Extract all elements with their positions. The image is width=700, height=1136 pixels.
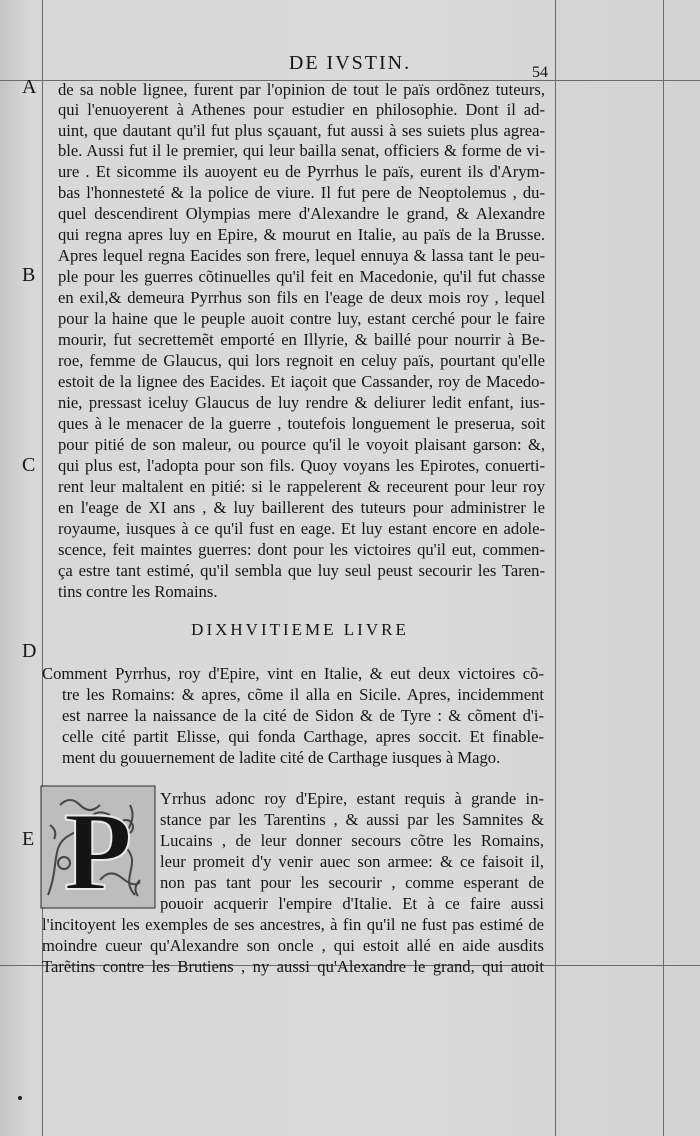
text-line: Tarẽtins contre les Brutiens , ny aussi qu'Alexandre le grand, qui auoit xyxy=(42,957,544,976)
text-line: en l'eage de XI ans , & luy baillerent des tuteurs pour administrer le xyxy=(58,498,545,517)
text-line: non pas tant pour les secourir , comme esperant de xyxy=(160,873,544,892)
margin-letter-a: A xyxy=(22,76,37,98)
text-line: pour pitié de son maleur, ou pource qu'il le voyoit plaisant garson: &, xyxy=(58,435,545,454)
margin-letter-e: E xyxy=(22,828,35,850)
text-line: mourir, fut secrettemẽt emporté en Illyrie, & baillé pour nourrir à Be- xyxy=(58,330,545,349)
summary-line: ment du gouuernement de ladite cité de Carthage iusques à Mago. xyxy=(62,748,501,767)
text-line: qui regna apres luy en Epire, & mourut en Italie, au païs de la Brusse. xyxy=(58,225,545,244)
text-line: rent leur maltalent en pitié: si le rappelerent & receurent pour leur roy xyxy=(58,477,545,496)
text-line: leur promeit d'y venir auec son armee: & ce faisoit il, xyxy=(160,852,544,871)
text-line: pouoir acquerir l'empire d'Italie. Et à ce faire aussi xyxy=(160,894,544,913)
summary-line: Comment Pyrrhus, roy d'Epire, vint en Italie, & eut deux victoires cõ- xyxy=(42,664,544,683)
running-head: DE IVSTIN. xyxy=(288,52,412,74)
text-line: Yrrhus adonc roy d'Epire, estant requis à grande in- xyxy=(160,789,544,808)
text-line: nie, pressast iceluy Glaucus de luy rendre & deliurer ledit enfant, ius- xyxy=(58,393,545,412)
text-line: Lucains , de leur donner secours cõtre les Romains, xyxy=(160,831,544,850)
text-line: moindre cueur qu'Alexandre son oncle , qui estoit allé en aide ausdits xyxy=(42,936,544,955)
text-line: pour la haine que le peuple auoit contre luy, estant cerché pour le faire xyxy=(58,309,545,328)
text-line: ça estre tant estimé, qu'il sembla que luy seul peust secourir les Taren- xyxy=(58,561,545,580)
drop-cap-letter: P xyxy=(63,790,133,909)
text-line: en exil,& demeura Pyrrhus son fils en l'eage de deux mois roy , lequel xyxy=(58,288,545,307)
ink-speck xyxy=(18,1096,22,1100)
text-line: royaume, iusques à ce qu'il fust en eage. Et luy estant encore en adole- xyxy=(58,519,545,538)
text-line: ques à le menacer de la guerre , toutefois longuement le preserua, soit xyxy=(58,414,545,433)
text-line: qui l'enuoyerent à Athenes pour estudier en philosophie. Dont il ad- xyxy=(58,100,545,119)
summary-line: tre les Romains: & apres, cõme il alla en Sicile. Apres, incidemment xyxy=(62,685,544,704)
text-line: quel descendirent Olympias mere d'Alexandre le grand, & Alexandre xyxy=(58,204,545,223)
text-line: roe, femme de Glaucus, qui lors regnoit en celuy païs, pourtant qu'elle xyxy=(58,351,545,370)
text-line: ple pour les guerres cõtinuelles qu'il feit en Macedonie, qu'il fut chasse xyxy=(58,267,545,286)
margin-letter-b: B xyxy=(22,264,36,286)
margin-letter-c: C xyxy=(22,454,36,476)
text-line: scence, feit maintes guerres: dont pour les victoires qu'il eut, commen- xyxy=(58,540,545,559)
margin-letter-d: D xyxy=(22,640,37,662)
summary-line: celle cité partit Elisse, qui fonda Carthage, apres soccit. Et finable- xyxy=(62,727,544,746)
text-line: uint, que dautant qu'il fut plus sçauant, fut aussi à ses suiets plus agrea- xyxy=(58,121,545,140)
text-line: estoit de la lignee des Eacides. Et iaçoit que Cassander, roy de Macedo- xyxy=(58,372,545,391)
text-line: ure . Et sicomme ils auoyent eu de Pyrrhus le païs, eurent ils d'Arym- xyxy=(58,162,545,181)
text-line: stance par les Tarentins , & aussi par les Samnites & xyxy=(160,810,544,829)
text-line: l'incitoyent les exemples de ses ancestres, à fin qu'il ne fust pas estimé de xyxy=(42,915,544,934)
text-line: qui plus est, l'adopta pour son fils. Quoy voyans les Epirotes, conuerti- xyxy=(58,456,545,475)
text-line: ble. Aussi fut il le premier, qui leur bailla senat, officiers & forme de vi- xyxy=(58,141,545,160)
text-line: bas l'honnesteté & la police de viure. Il fut pere de Neoptolemus , du- xyxy=(58,183,545,202)
text-line: de sa noble lignee, furent par l'opinion de tout le païs ordõnez tuteurs, xyxy=(58,80,545,99)
page-number: 54 xyxy=(532,64,548,81)
summary-line: est narree la naissance de la cité de Sidon & de Tyre : & cõment d'i- xyxy=(62,706,544,725)
decorated-initial-p xyxy=(40,785,156,909)
book-title: DIXHVITIEME LIVRE xyxy=(191,620,409,639)
text-line: Apres lequel regna Eacides son frere, lequel ennuya & lassa tant le peu- xyxy=(58,246,545,265)
text-line: tins contre les Romains. xyxy=(58,582,218,601)
